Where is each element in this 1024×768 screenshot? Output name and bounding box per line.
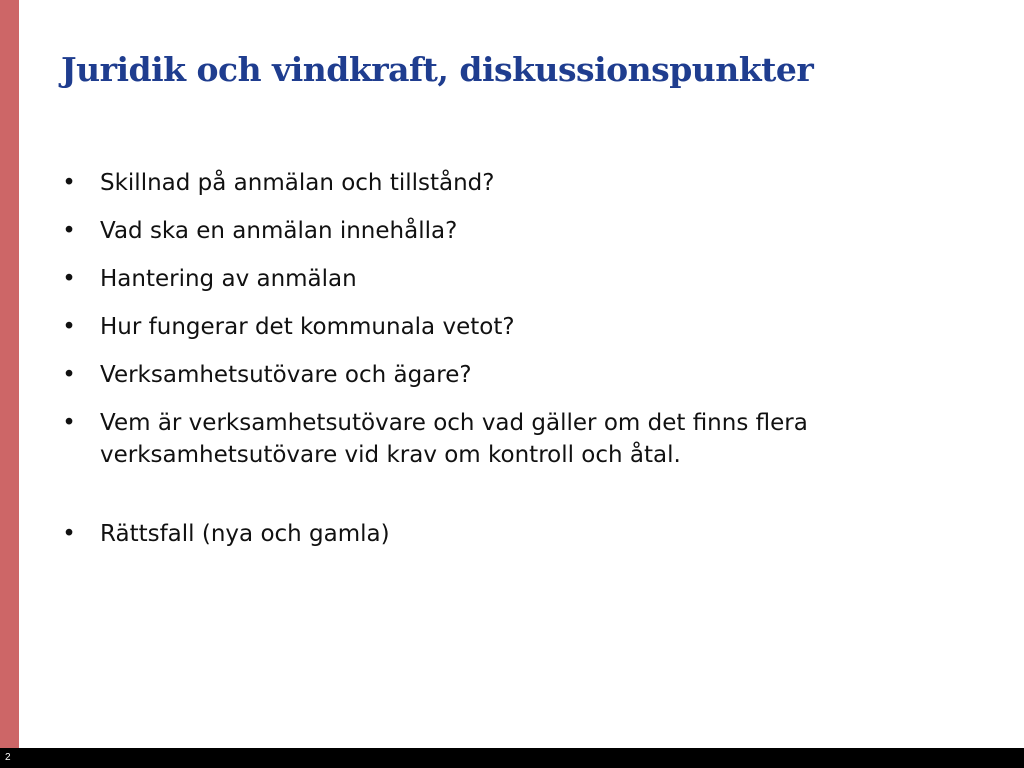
bullet-dot-icon: • xyxy=(62,410,76,436)
bullet-dot-icon: • xyxy=(62,266,76,292)
bullet-text: Rättsfall (nya och gamla) xyxy=(100,521,390,547)
bullet-item xyxy=(62,407,932,471)
bullet-text: Hantering av anmälan xyxy=(100,266,357,292)
page-number: 2 xyxy=(5,752,11,763)
bullet-dot-icon: • xyxy=(62,218,76,244)
bullet-text: Vad ska en anmälan innehålla? xyxy=(100,218,458,244)
bullet-text: Verksamhetsutövare och ägare? xyxy=(100,362,472,388)
bullet-text: Skillnad på anmälan och tillstånd? xyxy=(100,170,495,196)
bullet-text: Vem är verksamhetsutövare och vad gäller om det finns flera verksamhetsutövare vid krav om kontroll och åtal. xyxy=(100,410,808,468)
bullet-item xyxy=(62,263,932,295)
bullet-dot-icon: • xyxy=(62,362,76,388)
bullet-list xyxy=(62,167,932,566)
bullet-dot-icon: • xyxy=(62,521,76,547)
bullet-item xyxy=(62,311,932,343)
bullet-text: Hur fungerar det kommunala vetot? xyxy=(100,314,515,340)
bullet-item xyxy=(62,518,932,550)
left-accent-bar xyxy=(0,0,19,748)
bullet-item xyxy=(62,167,932,199)
footer-bar xyxy=(0,748,1024,768)
bullet-item xyxy=(62,215,932,247)
bullet-dot-icon: • xyxy=(62,314,76,340)
slide-title: Juridik och vindkraft, diskussionspunkter xyxy=(61,50,814,89)
bullet-item xyxy=(62,359,932,391)
bullet-dot-icon: • xyxy=(62,170,76,196)
